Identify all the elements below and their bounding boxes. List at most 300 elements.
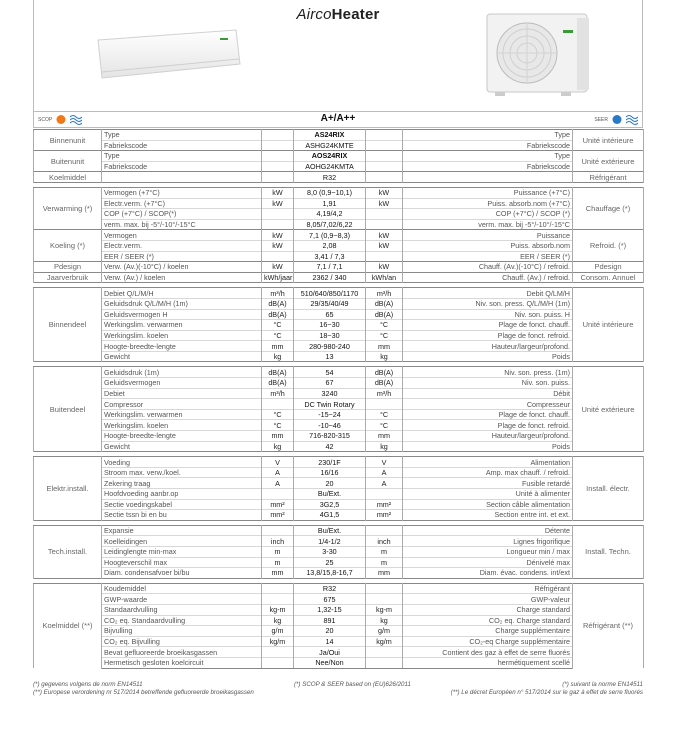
- param-nl: Vermogen: [102, 230, 262, 241]
- unit-nl: °C: [262, 420, 294, 431]
- param-nl: Koelleidingen: [102, 536, 262, 547]
- spec-value: 13: [294, 351, 366, 362]
- spec-row: [34, 161, 644, 172]
- unit-fr: [366, 525, 403, 536]
- param-fr: Plage de fonct. chauff.: [403, 320, 573, 331]
- param-nl: Geluidsvermogen H: [102, 309, 262, 320]
- spec-value: ASHG24KMTE: [294, 140, 366, 151]
- group-label-fr: Unité extérieure: [573, 367, 644, 452]
- param-nl: Electr.verm. (+7°C): [102, 198, 262, 209]
- param-fr: Plage de fonct. refroid.: [403, 330, 573, 341]
- param-fr: GWP-valeur: [403, 594, 573, 605]
- param-nl: Sectie voedingskabel: [102, 499, 262, 510]
- spec-value: 3G2,5: [294, 499, 366, 510]
- outdoor-unit-image: [481, 8, 595, 100]
- param-nl: EER / SEER (*): [102, 251, 262, 262]
- spec-row: [34, 330, 644, 341]
- spec-row: [34, 557, 644, 568]
- footnote-regulation-nl: (**) Europese verordening nr 517/2014 betreffende gefluoreerde broeikasgassen: [33, 689, 254, 696]
- spec-value: 20: [294, 478, 366, 489]
- unit-nl: [262, 172, 294, 183]
- spec-value: Ja/Oui: [294, 647, 366, 658]
- spec-row: [34, 568, 644, 579]
- unit-fr: [366, 594, 403, 605]
- spec-value: 14: [294, 636, 366, 647]
- group-label-nl: Buitenunit: [34, 151, 102, 172]
- spec-value: 280-980-240: [294, 341, 366, 352]
- unit-fr: °C: [366, 409, 403, 420]
- spec-row: [34, 298, 644, 309]
- unit-fr: A: [366, 478, 403, 489]
- footnote-fr: (*) suivant la norme EN14511: [562, 681, 643, 688]
- param-fr: verm. max. bij -5°/-10°/-15°C: [403, 219, 573, 230]
- unit-nl: [262, 219, 294, 230]
- spec-row: [34, 546, 644, 557]
- group-label-fr: Réfrigérant (**): [573, 583, 644, 668]
- spec-value: Nee/Non: [294, 657, 366, 668]
- unit-nl: kg/m: [262, 636, 294, 647]
- unit-nl: °C: [262, 409, 294, 420]
- param-nl: Geluidsdruk (1m): [102, 367, 262, 378]
- spec-row: [34, 209, 644, 220]
- spec-value: 7,1 (0,9~8,3): [294, 230, 366, 241]
- spec-row: [34, 626, 644, 637]
- param-fr: Amp. max chauff. / refroid.: [403, 467, 573, 478]
- spec-value: 20: [294, 626, 366, 637]
- footnotes: [33, 681, 643, 697]
- unit-nl: kW: [262, 187, 294, 198]
- param-nl: Geluidsdruk Q/L/M/H (1m): [102, 298, 262, 309]
- param-fr: Plage de fonct. chauff.: [403, 409, 573, 420]
- unit-fr: kWh/an: [366, 272, 403, 283]
- unit-nl: kW: [262, 230, 294, 241]
- group-label-fr: Install. électr.: [573, 457, 644, 521]
- unit-fr: kW: [366, 262, 403, 273]
- unit-nl: mm: [262, 431, 294, 442]
- unit-fr: [366, 209, 403, 220]
- spec-value: 2,08: [294, 240, 366, 251]
- group-label-fr: Unité intérieure: [573, 288, 644, 362]
- unit-nl: dB(A): [262, 367, 294, 378]
- param-nl: Verw. (Av.) / koelen: [102, 272, 262, 283]
- param-fr: Type: [403, 151, 573, 162]
- spec-value: R32: [294, 583, 366, 594]
- unit-nl: V: [262, 457, 294, 468]
- param-fr: Lignes frigorifique: [403, 536, 573, 547]
- group-label-nl: Binnendeel: [34, 288, 102, 362]
- param-nl: Vermogen (+7°C): [102, 187, 262, 198]
- spec-row: [34, 604, 644, 615]
- param-fr: Niv. son. press. Q/L/M/H (1m): [403, 298, 573, 309]
- unit-nl: [262, 140, 294, 151]
- spec-row: [34, 499, 644, 510]
- param-nl: Zekering traag: [102, 478, 262, 489]
- unit-nl: kg: [262, 441, 294, 452]
- unit-nl: dB(A): [262, 309, 294, 320]
- param-fr: Détente: [403, 525, 573, 536]
- spec-value: 4,19/4,2: [294, 209, 366, 220]
- unit-fr: °C: [366, 320, 403, 331]
- param-nl: Werkingslim. verwarmen: [102, 320, 262, 331]
- param-fr: CO₂-eq Charge supplémentaire: [403, 636, 573, 647]
- param-nl: Werkingslim. koelen: [102, 330, 262, 341]
- spec-value: -15~24: [294, 409, 366, 420]
- unit-nl: dB(A): [262, 298, 294, 309]
- spec-row: [34, 288, 644, 299]
- param-nl: Type: [102, 151, 262, 162]
- spec-value: Bu/Ext.: [294, 525, 366, 536]
- unit-fr: kg: [366, 351, 403, 362]
- spec-row: [34, 351, 644, 362]
- unit-fr: mm: [366, 341, 403, 352]
- indoor-unit-image: [92, 26, 242, 82]
- spec-value: 510/640/850/1170: [294, 288, 366, 299]
- spec-value: AOS24RIX: [294, 151, 366, 162]
- group-label-fr: Consom. Annuel: [573, 272, 644, 283]
- energy-label-bar: [33, 112, 643, 128]
- sun-icon: [611, 114, 623, 125]
- group-label-nl: Elektr.install.: [34, 457, 102, 521]
- param-fr: Type: [403, 130, 573, 141]
- param-nl: Electr.verm.: [102, 240, 262, 251]
- param-nl: Stroom max. verw./koel.: [102, 467, 262, 478]
- unit-fr: mm²: [366, 499, 403, 510]
- unit-nl: kW: [262, 240, 294, 251]
- unit-fr: [366, 251, 403, 262]
- param-nl: verm. max. bij -5°/-10°/-15°C: [102, 219, 262, 230]
- unit-fr: dB(A): [366, 367, 403, 378]
- param-nl: Type: [102, 130, 262, 141]
- spec-value: 13,8/15,8-16,7: [294, 568, 366, 579]
- unit-nl: m³/h: [262, 288, 294, 299]
- spec-row: [34, 647, 644, 658]
- spec-value: 25: [294, 557, 366, 568]
- unit-fr: [366, 583, 403, 594]
- unit-nl: kg: [262, 615, 294, 626]
- footnote-nl: (*) gegevens volgens de norm EN14511: [33, 681, 143, 688]
- unit-nl: mm²: [262, 499, 294, 510]
- unit-fr: V: [366, 457, 403, 468]
- unit-fr: kg-m: [366, 604, 403, 615]
- spec-row: [34, 636, 644, 647]
- param-nl: Hermetisch gesloten koelcircuit: [102, 657, 262, 668]
- unit-fr: [366, 399, 403, 410]
- group-label-fr: Pdesign: [573, 262, 644, 273]
- unit-fr: dB(A): [366, 298, 403, 309]
- unit-fr: mm: [366, 431, 403, 442]
- param-fr: Diam. évac. condens. int/ext: [403, 568, 573, 579]
- spec-value: 1,91: [294, 198, 366, 209]
- param-fr: Poids: [403, 351, 573, 362]
- unit-nl: mm²: [262, 510, 294, 521]
- spec-row: [34, 219, 644, 230]
- spec-value: 29/35/40/49: [294, 298, 366, 309]
- spec-row: [34, 130, 644, 141]
- param-nl: Sectie tssn bi en bu: [102, 510, 262, 521]
- spec-value: DC Twin Rotary: [294, 399, 366, 410]
- param-fr: Dénivelé max: [403, 557, 573, 568]
- param-nl: Hoogte-breedte-lengte: [102, 341, 262, 352]
- spec-value: R32: [294, 172, 366, 183]
- unit-fr: mm: [366, 568, 403, 579]
- spec-value: Bu/Ext.: [294, 489, 366, 500]
- spec-value: 42: [294, 441, 366, 452]
- spec-row: [34, 489, 644, 500]
- spec-row: [34, 583, 644, 594]
- group-label-fr: Install. Techn.: [573, 525, 644, 578]
- unit-nl: mm: [262, 568, 294, 579]
- spec-value: 8,0 (0,9~10,1): [294, 187, 366, 198]
- param-fr: Niv. son. puiss.: [403, 378, 573, 389]
- param-nl: Fabriekscode: [102, 140, 262, 151]
- unit-nl: [262, 130, 294, 141]
- spec-row: [34, 151, 644, 162]
- spec-value: 54: [294, 367, 366, 378]
- group-label-nl: Binnenunit: [34, 130, 102, 151]
- param-nl: Debiet: [102, 388, 262, 399]
- param-fr: Réfrigérant: [403, 583, 573, 594]
- unit-nl: g/m: [262, 626, 294, 637]
- spec-value: 2362 / 340: [294, 272, 366, 283]
- spec-row: [34, 251, 644, 262]
- spec-value: 675: [294, 594, 366, 605]
- unit-fr: kW: [366, 187, 403, 198]
- unit-fr: m: [366, 546, 403, 557]
- param-nl: Hoogteverschil max: [102, 557, 262, 568]
- group-label-fr: Réfrigérant: [573, 172, 644, 183]
- param-fr: Puiss. absorb.nom: [403, 240, 573, 251]
- param-fr: Compresseur: [403, 399, 573, 410]
- unit-nl: [262, 583, 294, 594]
- spec-value: -10~46: [294, 420, 366, 431]
- param-nl: Koudemiddel: [102, 583, 262, 594]
- spec-row: [34, 378, 644, 389]
- spec-value: 1,32-15: [294, 604, 366, 615]
- group-label-nl: Koelmiddel: [34, 172, 102, 183]
- param-nl: Verw. (Av.)(-10°C) / koelen: [102, 262, 262, 273]
- unit-fr: [366, 140, 403, 151]
- unit-nl: A: [262, 467, 294, 478]
- unit-fr: kg: [366, 615, 403, 626]
- param-fr: COP (+7°C) / SCOP (*): [403, 209, 573, 220]
- unit-nl: dB(A): [262, 378, 294, 389]
- param-nl: [102, 172, 262, 183]
- param-fr: Debit Q/LM/H: [403, 288, 573, 299]
- param-fr: Niv. son. press. (1m): [403, 367, 573, 378]
- scop-badge: SCOP: [38, 114, 82, 125]
- spec-value: 230/1F: [294, 457, 366, 468]
- group-label-nl: Koelmiddel (**): [34, 583, 102, 668]
- param-fr: Poids: [403, 441, 573, 452]
- footnote-scop: (*) SCOP & SEER based on (EU)626/2011: [293, 681, 411, 688]
- unit-nl: mm: [262, 341, 294, 352]
- spec-row: [34, 467, 644, 478]
- param-fr: Section câble alimentation: [403, 499, 573, 510]
- unit-nl: [262, 209, 294, 220]
- param-fr: [403, 172, 573, 183]
- param-fr: Charge standard: [403, 604, 573, 615]
- unit-fr: [366, 130, 403, 141]
- param-nl: Fabriekscode: [102, 161, 262, 172]
- header-panel: [33, 0, 643, 112]
- unit-fr: [366, 161, 403, 172]
- brand-logo: AircoHeater: [296, 6, 380, 23]
- spec-value: 4G1,5: [294, 510, 366, 521]
- group-label-fr: Unité extérieure: [573, 151, 644, 172]
- param-fr: Fusible retardé: [403, 478, 573, 489]
- spec-row: [34, 409, 644, 420]
- spec-value: 67: [294, 378, 366, 389]
- group-label-nl: Jaarverbruik: [34, 272, 102, 283]
- param-fr: Chauff. (Av.) / refroid.: [403, 272, 573, 283]
- param-fr: Fabriekscode: [403, 140, 573, 151]
- spec-row: [34, 536, 644, 547]
- spec-row: [34, 431, 644, 442]
- spec-row: [34, 441, 644, 452]
- spec-row: [34, 594, 644, 605]
- group-label-fr: Chauffage (*): [573, 187, 644, 229]
- param-nl: CO₂ eq. Bijvulling: [102, 636, 262, 647]
- spec-row: [34, 367, 644, 378]
- unit-nl: [262, 251, 294, 262]
- spec-value: 3,41 / 7,3: [294, 251, 366, 262]
- param-fr: Section entre int. et ext.: [403, 510, 573, 521]
- spec-value: 8,05/7,02/6,22: [294, 219, 366, 230]
- param-fr: Fabriekscode: [403, 161, 573, 172]
- param-fr: Longueur min / max: [403, 546, 573, 557]
- param-nl: Hoofdvoeding aanbr.op: [102, 489, 262, 500]
- param-nl: Bijvulling: [102, 626, 262, 637]
- unit-fr: A: [366, 467, 403, 478]
- unit-fr: kg: [366, 441, 403, 452]
- unit-nl: kW: [262, 262, 294, 273]
- spec-row: [34, 198, 644, 209]
- unit-nl: [262, 647, 294, 658]
- unit-fr: dB(A): [366, 378, 403, 389]
- param-nl: Voeding: [102, 457, 262, 468]
- group-label-nl: Verwarming (*): [34, 187, 102, 229]
- param-nl: Gewicht: [102, 351, 262, 362]
- unit-nl: A: [262, 478, 294, 489]
- group-label-nl: Koeling (*): [34, 230, 102, 262]
- param-nl: Bevat gefluoreerde broeikasgassen: [102, 647, 262, 658]
- spec-value: 18~30: [294, 330, 366, 341]
- spec-row: [34, 457, 644, 468]
- param-fr: CO₂ eq. Charge standard: [403, 615, 573, 626]
- param-fr: Débit: [403, 388, 573, 399]
- spec-value: 1/4-1/2: [294, 536, 366, 547]
- param-fr: hermétiquement scellé: [403, 657, 573, 668]
- param-fr: Plage de fonct. refroid.: [403, 420, 573, 431]
- unit-nl: m³/h: [262, 388, 294, 399]
- spec-row: [34, 615, 644, 626]
- param-nl: Werkingslim. koelen: [102, 420, 262, 431]
- spec-row: [34, 230, 644, 241]
- param-nl: Compressor: [102, 399, 262, 410]
- unit-nl: °C: [262, 330, 294, 341]
- unit-fr: m: [366, 557, 403, 568]
- spec-row: [34, 341, 644, 352]
- param-nl: Standaardvulling: [102, 604, 262, 615]
- spec-value: 3240: [294, 388, 366, 399]
- spec-row: [34, 478, 644, 489]
- unit-nl: kWh/jaar: [262, 272, 294, 283]
- spec-value: 16~30: [294, 320, 366, 331]
- unit-nl: [262, 161, 294, 172]
- unit-nl: inch: [262, 536, 294, 547]
- unit-nl: kg: [262, 351, 294, 362]
- spec-row: [34, 187, 644, 198]
- param-fr: Puissance (+7°C): [403, 187, 573, 198]
- param-fr: Puissance: [403, 230, 573, 241]
- spec-row: [34, 388, 644, 399]
- group-label-fr: Refroid. (*): [573, 230, 644, 262]
- unit-nl: [262, 657, 294, 668]
- spec-table: [33, 129, 644, 669]
- param-fr: Contient des gaz à effet de serre fluorés: [403, 647, 573, 658]
- group-label-fr: Unité intérieure: [573, 130, 644, 151]
- unit-fr: °C: [366, 420, 403, 431]
- waves-icon: [626, 114, 638, 125]
- param-fr: Unité à alimenter: [403, 489, 573, 500]
- spec-row: [34, 525, 644, 536]
- spec-row: [34, 399, 644, 410]
- unit-fr: g/m: [366, 626, 403, 637]
- param-fr: Puiss. absorb.nom (+7°C): [403, 198, 573, 209]
- unit-fr: kW: [366, 240, 403, 251]
- param-nl: Expansie: [102, 525, 262, 536]
- param-nl: Geluidsvermogen: [102, 378, 262, 389]
- unit-fr: [366, 219, 403, 230]
- unit-fr: [366, 151, 403, 162]
- unit-fr: dB(A): [366, 309, 403, 320]
- spec-value: 65: [294, 309, 366, 320]
- spec-row: [34, 240, 644, 251]
- param-nl: COP (+7°C) / SCOP(*): [102, 209, 262, 220]
- seer-badge: SEER: [594, 114, 638, 125]
- group-label-nl: Tech.install.: [34, 525, 102, 578]
- unit-fr: m³/h: [366, 288, 403, 299]
- spec-row: [34, 309, 644, 320]
- spec-value: AS24RIX: [294, 130, 366, 141]
- param-nl: Diam. condensafvoer bi/bu: [102, 568, 262, 579]
- param-fr: Chauff. (Av.)(-10°C) / refroid.: [403, 262, 573, 273]
- param-fr: Alimentation: [403, 457, 573, 468]
- group-label-nl: Pdesign: [34, 262, 102, 273]
- spec-value: 891: [294, 615, 366, 626]
- unit-nl: [262, 399, 294, 410]
- unit-nl: m: [262, 546, 294, 557]
- unit-fr: [366, 172, 403, 183]
- param-nl: GWP-waarde: [102, 594, 262, 605]
- unit-fr: [366, 647, 403, 658]
- unit-nl: kW: [262, 198, 294, 209]
- unit-fr: kg/m: [366, 636, 403, 647]
- param-fr: EER / SEER (*): [403, 251, 573, 262]
- spec-row: [34, 420, 644, 431]
- spec-value: 716-820-315: [294, 431, 366, 442]
- param-nl: Gewicht: [102, 441, 262, 452]
- spec-value: 7,1 / 7,1: [294, 262, 366, 273]
- energy-class: A+/A++: [320, 113, 356, 124]
- param-fr: Niv. son. puiss. H: [403, 309, 573, 320]
- unit-nl: [262, 594, 294, 605]
- unit-nl: °C: [262, 320, 294, 331]
- spec-row: [34, 510, 644, 521]
- spec-row: [34, 320, 644, 331]
- unit-fr: [366, 489, 403, 500]
- param-fr: Charge supplémentaire: [403, 626, 573, 637]
